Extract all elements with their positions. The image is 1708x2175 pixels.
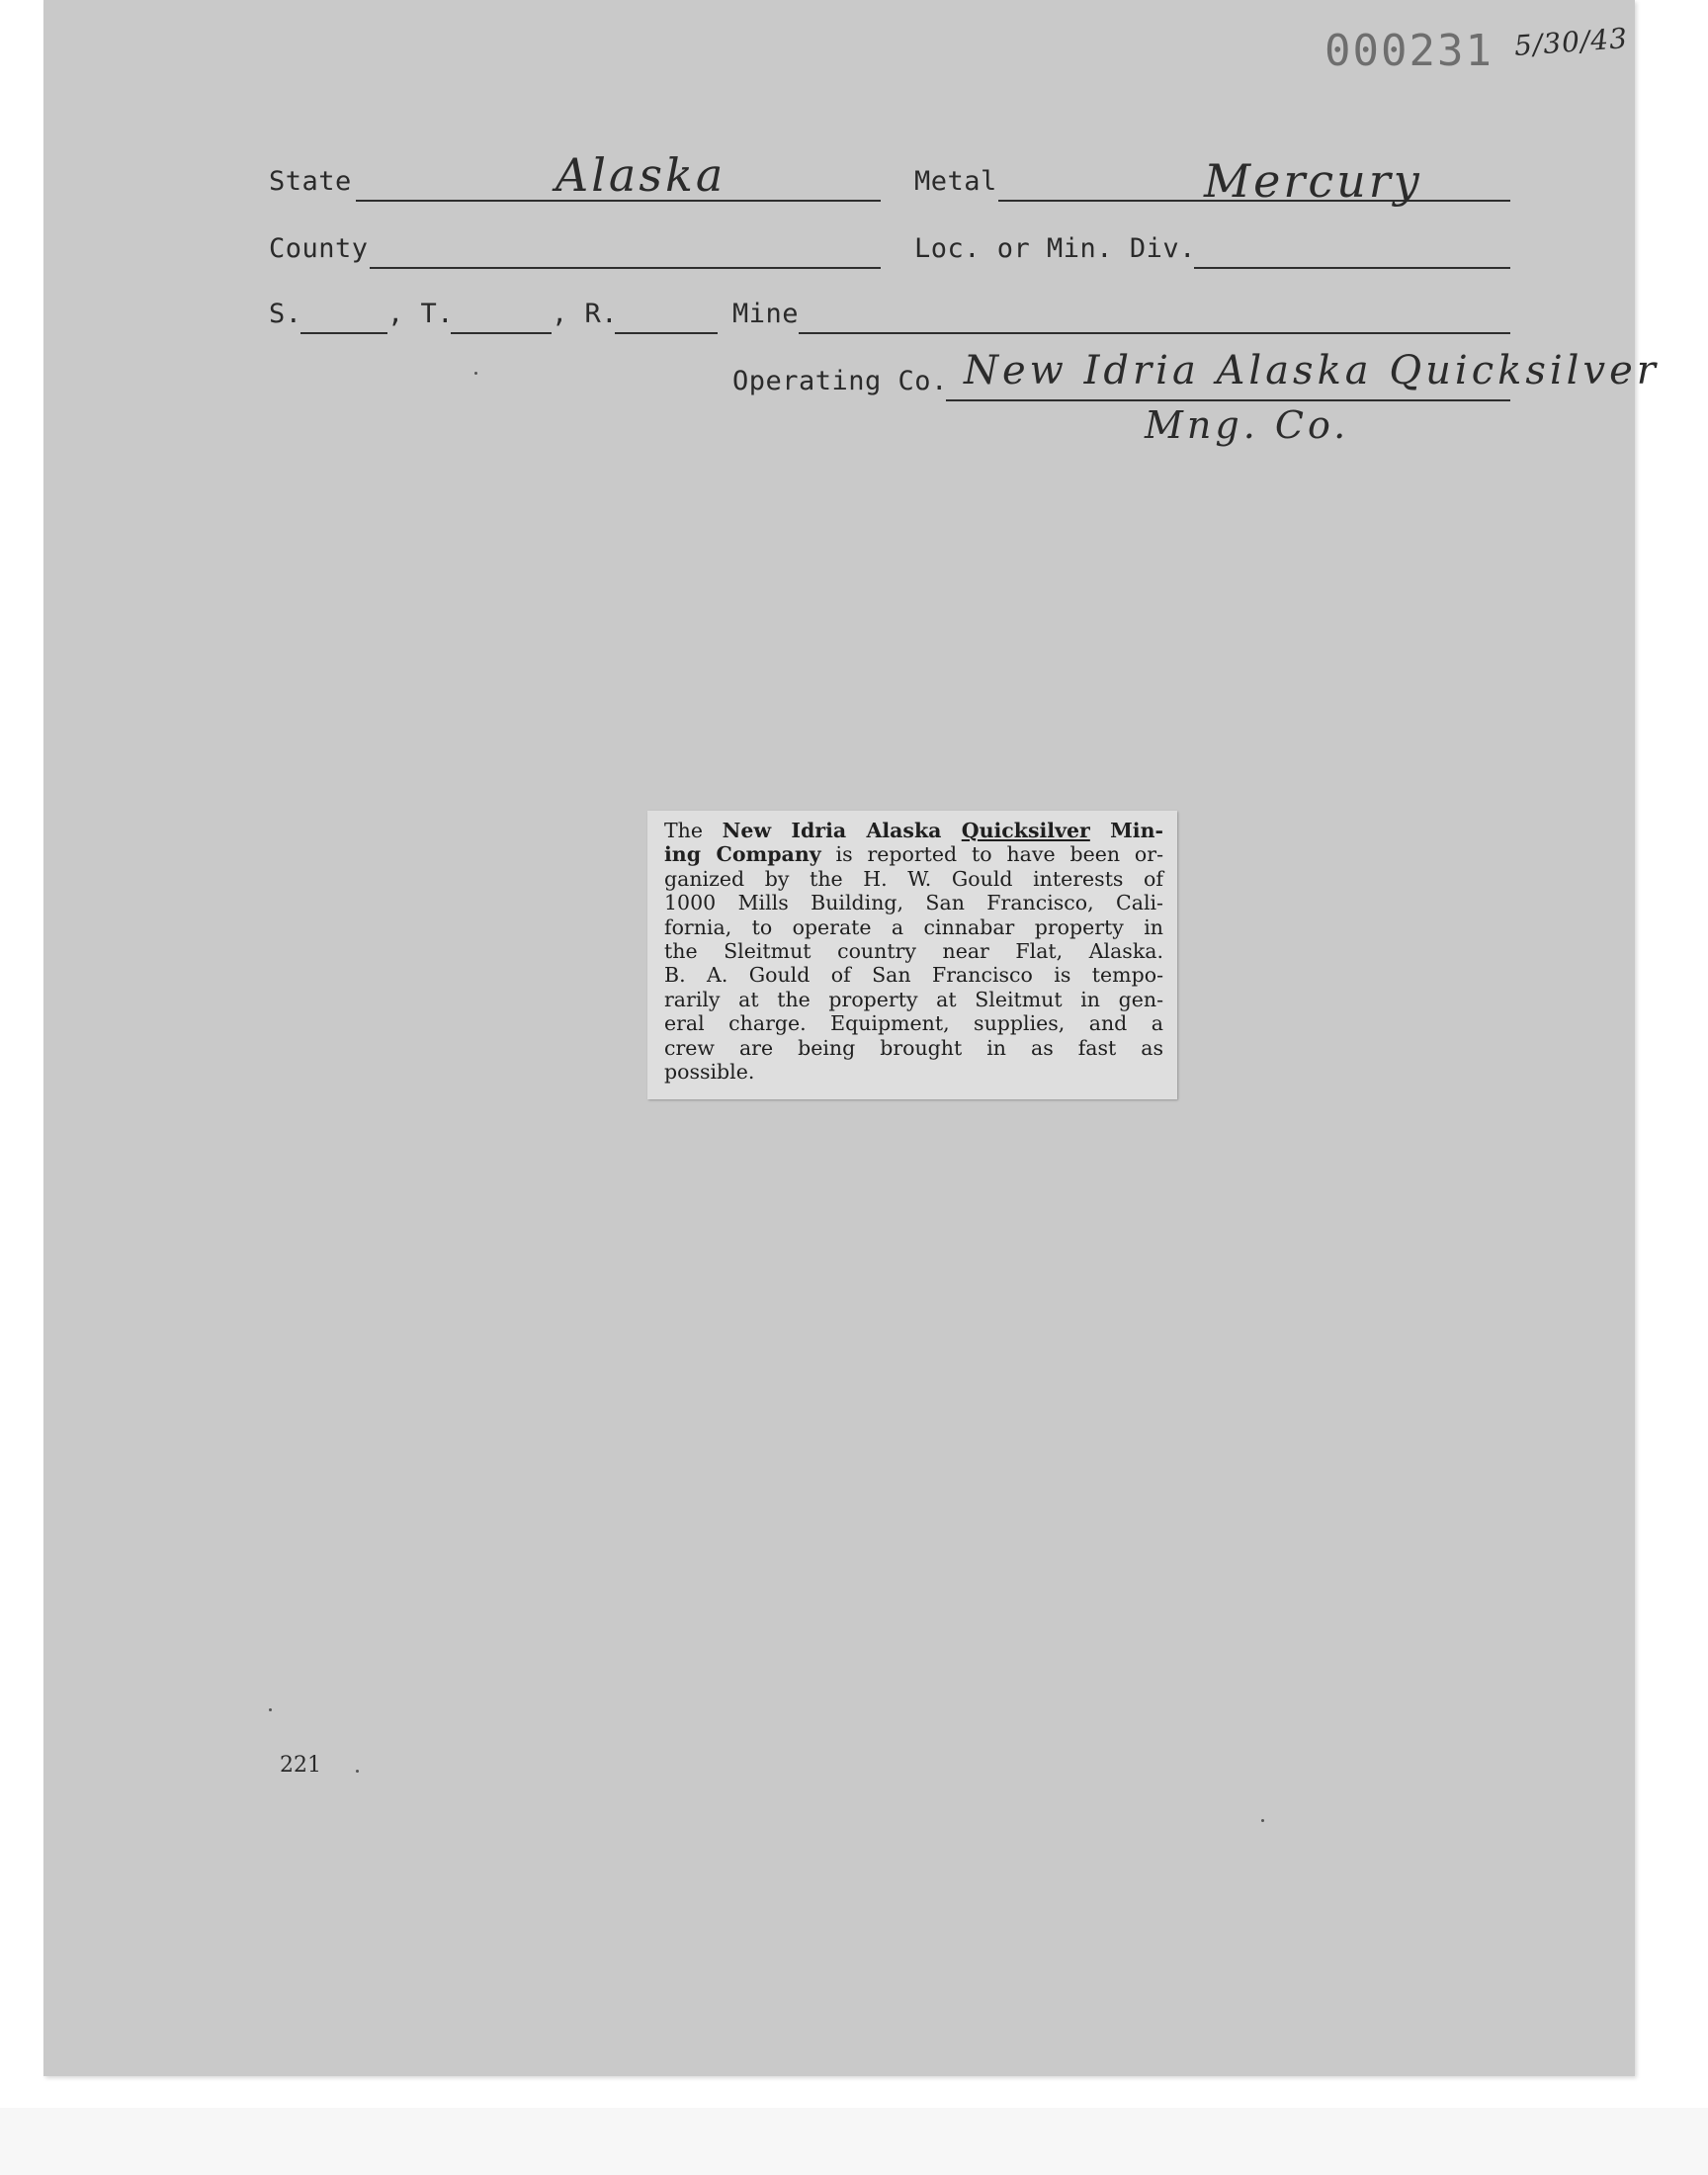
clipping-text-run: B. A. Gould of San Francisco is tempo- [664, 963, 1163, 988]
clipping-line [664, 1036, 1163, 1060]
clipping-text-run: Quicksilver [961, 819, 1090, 842]
clipping-text-run: fornia, to operate a cinnabar property in [664, 914, 1163, 939]
clipping-text-run: New Idria Alaska [722, 819, 962, 842]
clipping-text-run: The [664, 819, 723, 842]
clipping-line [664, 939, 1163, 963]
range-label: , R. [552, 299, 619, 329]
clipping-text-run: ganized by the H. W. Gould interests of [664, 866, 1163, 891]
mine-label: Mine [732, 299, 800, 329]
state-label: State [269, 166, 352, 197]
scan-margin [0, 2108, 1708, 2175]
operating-co-value-line2: Mng. Co. [1145, 403, 1350, 447]
clipping-line [664, 1011, 1163, 1035]
scan-speck [269, 1708, 272, 1711]
section-label: S. [269, 299, 302, 329]
scan-speck [474, 372, 477, 375]
clipping-text-run: ing Company [664, 842, 821, 867]
operating-co-field-line [946, 399, 1510, 401]
clipping-line [664, 819, 1163, 842]
clipping-text-run: possible. [664, 1060, 755, 1085]
scan-speck [1261, 1819, 1264, 1822]
township-label: , T. [387, 299, 455, 329]
state-value: Alaska [555, 148, 726, 202]
clipping-text [664, 819, 1163, 1084]
section-field-line [300, 332, 387, 334]
loc-field-line [1194, 267, 1510, 269]
scan-speck [356, 1770, 359, 1773]
operating-co-label: Operating Co. [732, 366, 948, 396]
page-number: 221 [280, 1753, 321, 1778]
operating-co-value-line1: New Idria Alaska Quicksilver [964, 348, 1660, 393]
clipping-line [664, 867, 1163, 891]
clipping-line [664, 891, 1163, 914]
clipping-text-run: rarily at the property at Sleitmut in gen- [664, 987, 1163, 1011]
range-field-line [615, 332, 718, 334]
newspaper-clipping [647, 811, 1177, 1099]
metal-label: Metal [914, 166, 997, 197]
clipping-text-run: is reported to have been or- [820, 842, 1163, 867]
county-field-line [370, 267, 881, 269]
document-number-stamp: 000231 [1324, 26, 1494, 76]
metal-value: Mercury [1204, 154, 1422, 208]
loc-label: Loc. or Min. Div. [914, 233, 1196, 264]
handwritten-date: 5/30/43 [1512, 22, 1629, 62]
clipping-line [664, 963, 1163, 987]
clipping-line [664, 1060, 1163, 1084]
county-label: County [269, 233, 369, 264]
clipping-text-run: eral charge. Equipment, supplies, and a [664, 1011, 1163, 1036]
clipping-text-run: the Sleitmut country near Flat, Alaska. [664, 939, 1163, 964]
clipping-text-run: 1000 Mills Building, San Francisco, Cali- [664, 891, 1163, 915]
clipping-text-run: Min- [1089, 819, 1164, 842]
clipping-line [664, 988, 1163, 1011]
township-field-line [451, 332, 552, 334]
clipping-line [664, 842, 1163, 866]
clipping-text-run: crew are being brought in as fast as [664, 1035, 1163, 1060]
clipping-line [664, 915, 1163, 939]
mine-field-line [799, 332, 1510, 334]
